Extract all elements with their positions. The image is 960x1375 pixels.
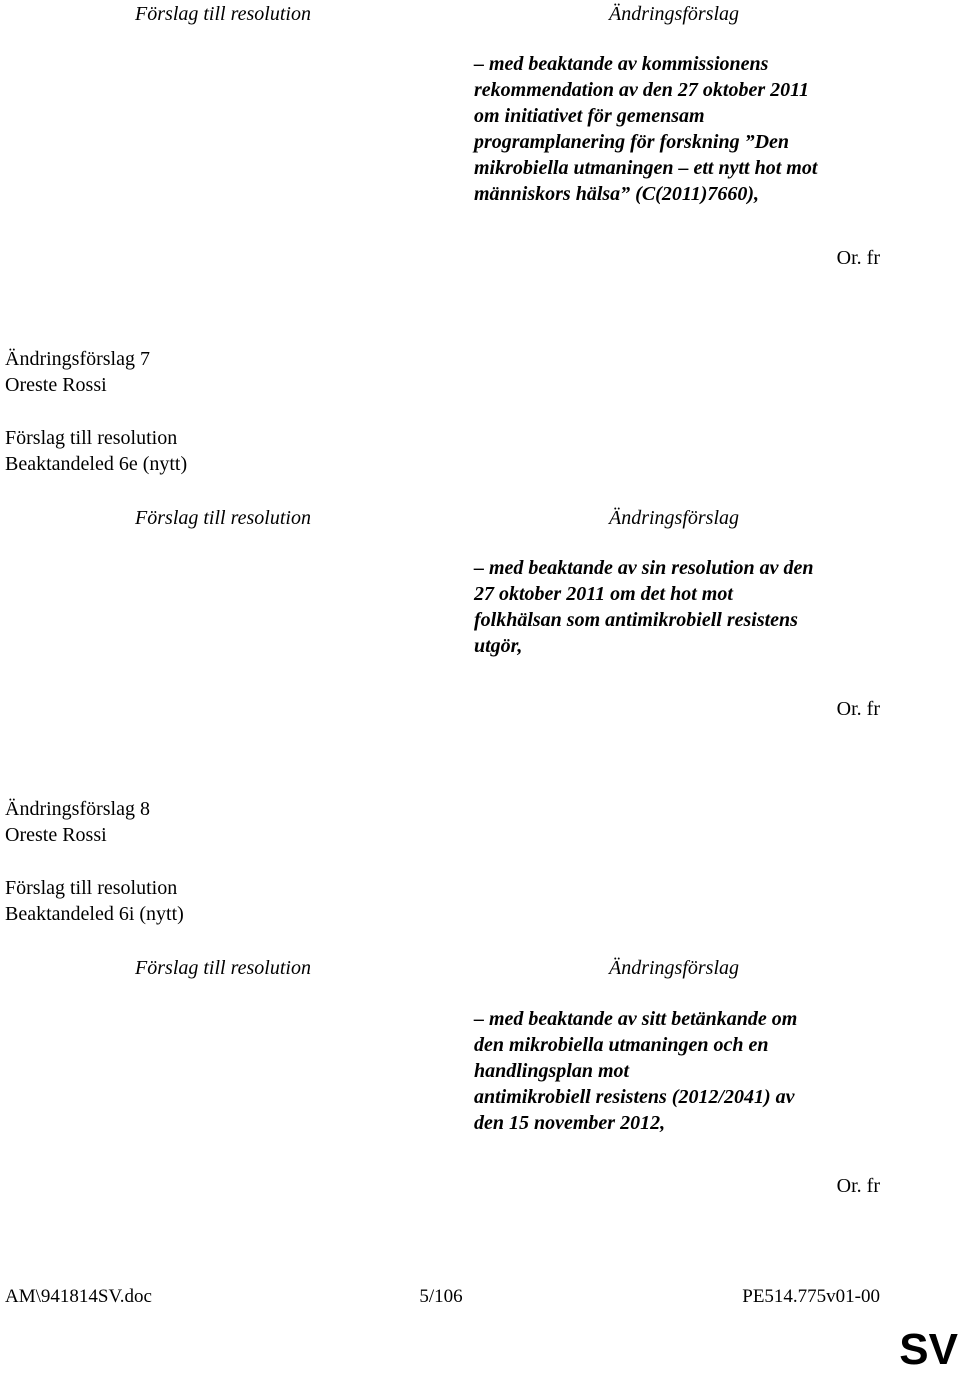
amendment-line: – med beaktande av kommissionens [474,53,769,75]
amendment-text [474,555,874,659]
amendment-line: mikrobiella utmaningen – ett nytt hot mot [474,157,818,179]
document-type: Förslag till resolution [5,427,178,449]
original-language: Or. fr [836,247,880,269]
footer-doc-ref: AM\941814SV.doc [5,1286,152,1307]
amendment-text [474,51,874,207]
amendment-title: Ändringsförslag 8 [5,798,150,820]
amendment-line: den 15 november 2012, [474,1112,666,1134]
amendment-reference: Beaktandeled 6e (nytt) [5,453,188,475]
column-header-amendment: Ändringsförslag [608,3,740,25]
amendment-line: folkhälsan som antimikrobiell resistens [474,609,798,631]
amendment-line: om initiativet för gemensam [474,105,705,127]
amendment-title: Ändringsförslag 7 [5,348,150,370]
amendment-line: – med beaktande av sin resolution av den [474,557,814,579]
amendment-line: – med beaktande av sitt betänkande om [474,1008,798,1030]
amendment-line: rekommendation av den 27 oktober 2011 [474,79,809,101]
original-language: Or. fr [836,1175,880,1197]
footer-page-number: 5/106 [419,1286,463,1307]
footer-pe-number: PE514.775v01-00 [742,1286,880,1307]
amendment-reference: Beaktandeled 6i (nytt) [5,903,184,925]
column-header-original: Förslag till resolution [135,957,311,979]
original-language: Or. fr [836,698,880,720]
amendment-text [474,1006,874,1136]
column-header-original: Förslag till resolution [135,3,311,25]
column-header-amendment: Ändringsförslag [608,507,740,529]
amendment-author: Oreste Rossi [5,824,107,846]
language-code: SV [899,1325,958,1374]
amendment-line: den mikrobiella utmaningen och en [474,1034,769,1056]
amendment-line: utgör, [474,635,523,657]
document-type: Förslag till resolution [5,877,178,899]
amendment-line: handlingsplan mot [474,1060,630,1082]
amendment-line: programplanering för forskning ”Den [474,131,790,153]
amendment-line: människors hälsa” (C(2011)7660), [474,183,760,205]
amendment-line: 27 oktober 2011 om det hot mot [474,583,733,605]
column-header-amendment: Ändringsförslag [608,957,740,979]
amendment-line: antimikrobiell resistens (2012/2041) av [474,1086,795,1108]
column-header-original: Förslag till resolution [135,507,311,529]
amendment-author: Oreste Rossi [5,374,107,396]
